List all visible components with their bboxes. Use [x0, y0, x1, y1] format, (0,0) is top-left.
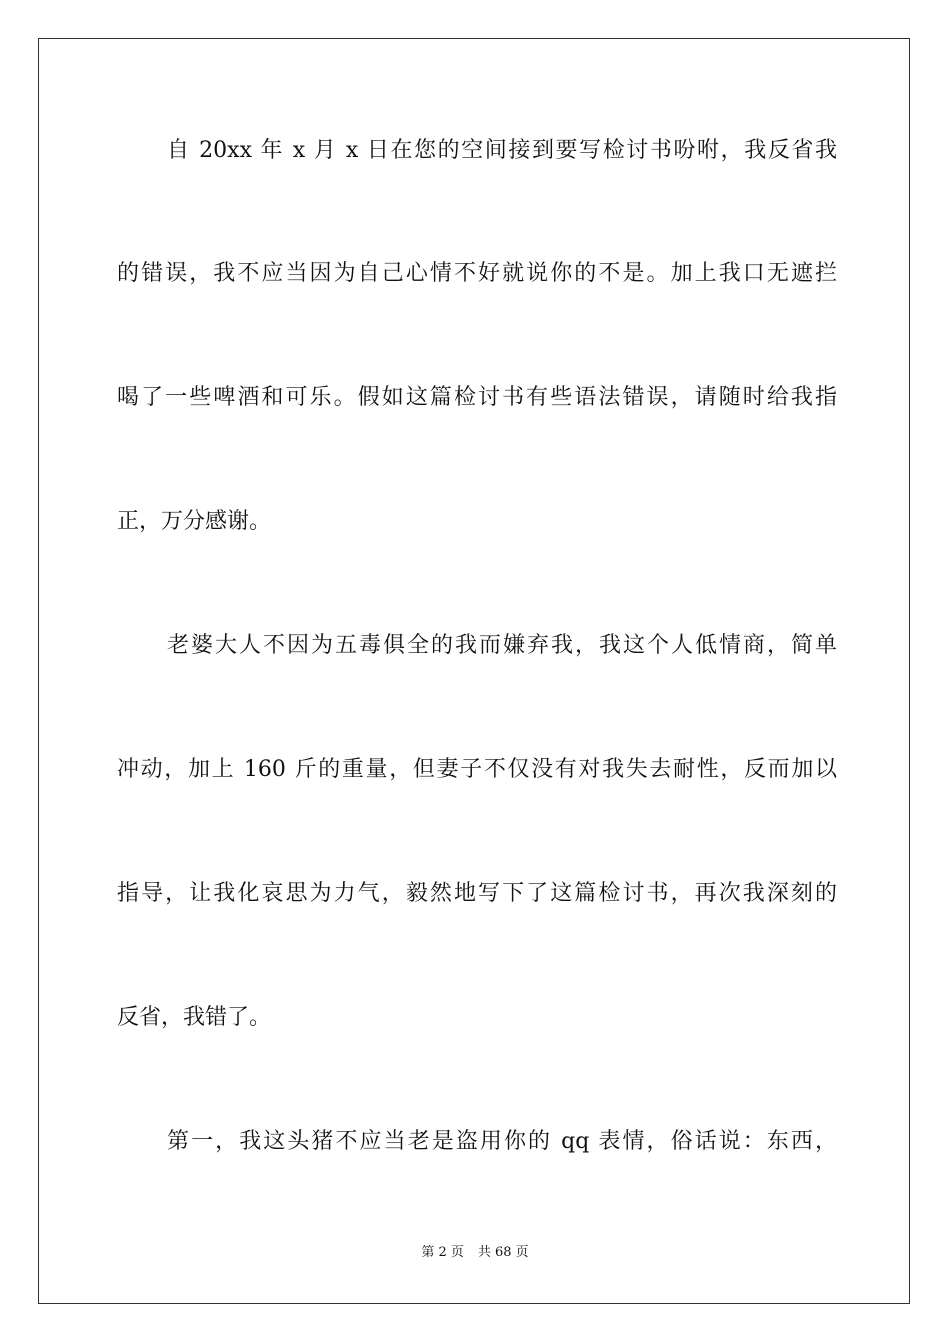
paragraph-1-line-1: 自 20xx 年 x 月 x 日在您的空间接到要写检讨书吩咐，我反省我: [167, 138, 837, 163]
total-pages: 共 68 页: [477, 1245, 529, 1260]
paragraph-1-line-3: 喝了一些啤酒和可乐。假如这篇检讨书有些语法错误，请随时给我指: [117, 385, 837, 410]
paragraph-2-line-2: 冲动，加上 160 斤的重量，但妻子不仅没有对我失去耐性，反而加以: [117, 757, 837, 782]
paragraph-2-line-1: 老婆大人不因为五毒俱全的我而嫌弃我，我这个人低情商，简单: [167, 633, 837, 658]
page-footer: [0, 1244, 950, 1262]
paragraph-3-line-1: 第一，我这头猪不应当老是盗用你的 qq 表情，俗话说：东西，: [167, 1129, 837, 1154]
paragraph-2-line-3: 指导，让我化哀思为力气，毅然地写下了这篇检讨书，再次我深刻的: [117, 881, 837, 906]
page-border: [38, 38, 910, 1304]
paragraph-2-line-4: 反省，我错了。: [117, 1005, 272, 1030]
page-number: 第 2 页: [421, 1245, 464, 1260]
paragraph-1-line-4: 正，万分感谢。: [117, 509, 272, 534]
paragraph-1-line-2: 的错误，我不应当因为自己心情不好就说你的不是。加上我口无遮拦: [117, 261, 837, 286]
